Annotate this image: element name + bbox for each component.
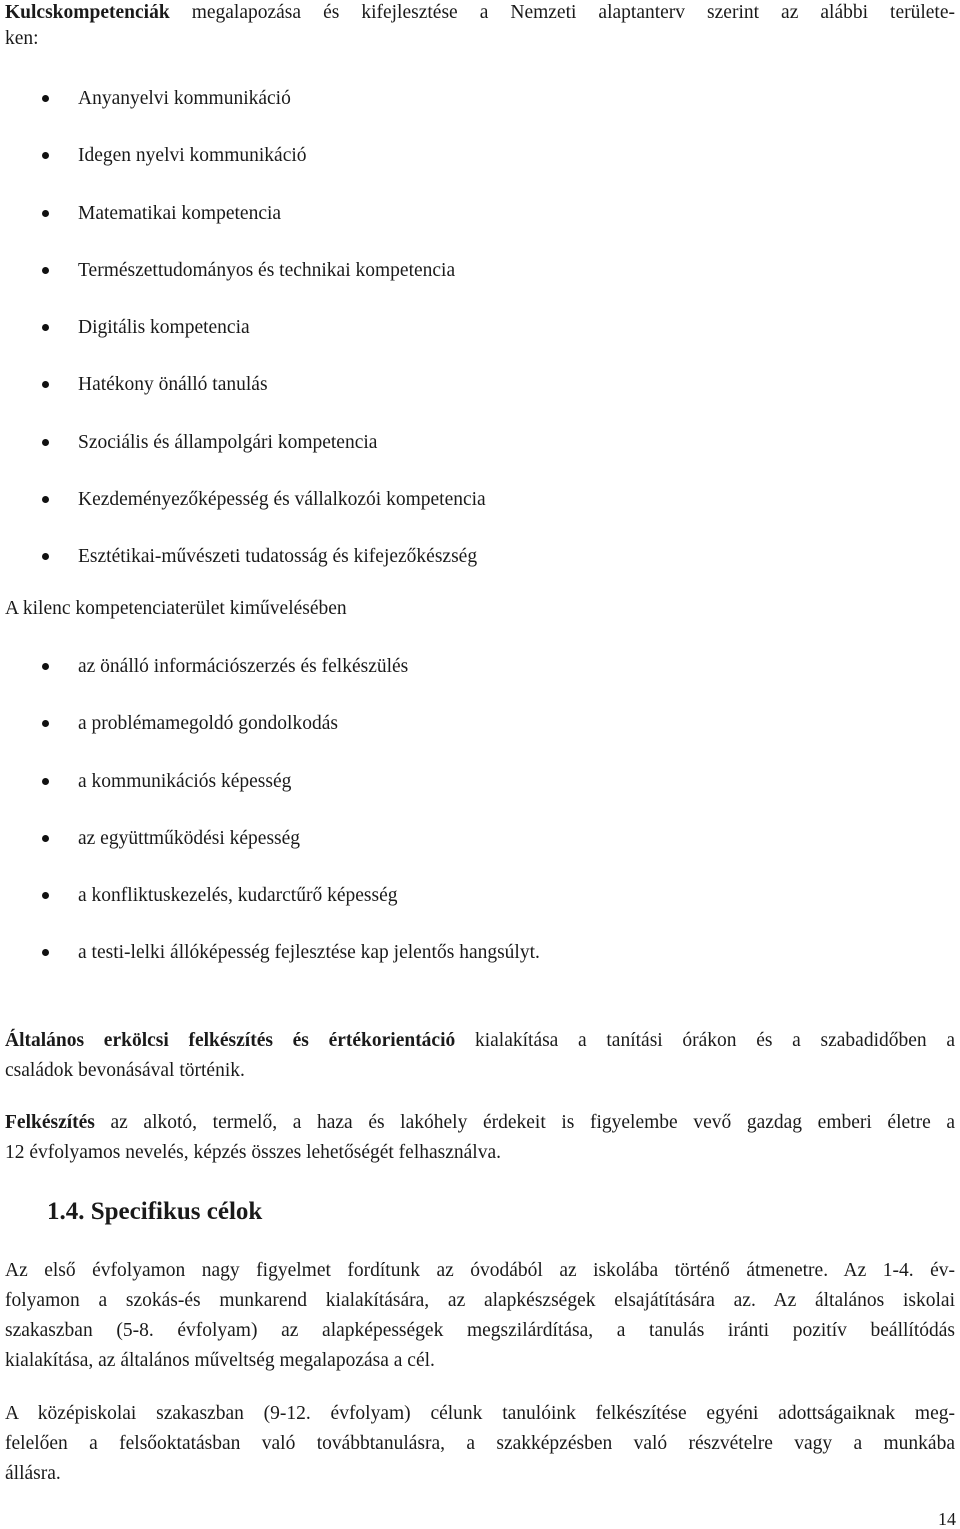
paragraph-line: kialakítása, az általános műveltség megalapozása a cél. <box>5 1350 435 1371</box>
lead-sentence: A kilenc kompetenciaterület kiművelésében <box>5 598 347 619</box>
list-item-text: a kommunikációs képesség <box>78 770 292 792</box>
paragraph-text: kialakítása a tanítási órákon és a szabadidőben a <box>455 1030 956 1051</box>
paragraph-line: 12 évfolyamos nevelés, képzés összes lehetőségét felhasználva. <box>5 1142 501 1163</box>
page-number: 14 <box>938 1509 956 1529</box>
list-item-text: Anyanyelvi kommunikáció <box>78 88 291 109</box>
list-item-text: Esztétikai-művészeti tudatosság és kifejezőkészség <box>78 546 478 568</box>
paragraph-line: családok bevonásával történik. <box>5 1060 245 1081</box>
paragraph-line <box>5 1026 955 1056</box>
list-item <box>5 544 955 601</box>
list-item-text: Szociális és állampolgári kompetencia <box>78 431 378 453</box>
paragraph-line <box>5 1108 955 1138</box>
list-item-text: Idegen nyelvi kommunikáció <box>78 145 307 167</box>
list-item-text: az együttműködési képesség <box>78 827 301 849</box>
paragraph-line: szakaszban (5-8. évfolyam) az alapképességek megszilárdítása, a tanulás iránti pozitív beállítódás <box>5 1320 955 1341</box>
list-item <box>5 826 955 883</box>
list-item-text: Matematikai kompetencia <box>78 202 282 224</box>
bullet-icon <box>42 439 49 446</box>
skills-list <box>5 654 955 998</box>
paragraph-line: állásra. <box>5 1463 61 1484</box>
intro-line-1-text: megalapozása és kifejlesztése a Nemzeti alaptanterv szerint az alábbi területe- <box>169 2 955 23</box>
paragraph-line: Az első évfolyamon nagy figyelmet fordítunk az óvodából az iskolába történő átmenetre. Az 1-4. év- <box>5 1260 955 1281</box>
intro-bold-term: Kulcskompetenciák <box>5 2 170 23</box>
bullet-icon <box>42 892 49 899</box>
list-item <box>5 201 955 258</box>
bold-term: Általános erkölcsi felkészítés és értékorientáció <box>5 1030 456 1051</box>
bullet-icon <box>42 381 49 388</box>
bullet-icon <box>42 720 49 727</box>
competency-list <box>5 86 955 602</box>
list-item <box>5 487 955 544</box>
bullet-icon <box>42 553 49 560</box>
list-item <box>5 654 955 711</box>
moral-education-paragraph <box>5 1026 955 1086</box>
bullet-icon <box>42 496 49 503</box>
secondary-school-paragraph <box>5 1399 955 1489</box>
paragraph-line: folyamon a szokás-és munkarend kialakítására, az alapkészségek elsajátítására az. Az általános iskolai <box>5 1290 955 1311</box>
list-item-text: a problémamegoldó gondolkodás <box>78 713 338 735</box>
list-item-text: a testi-lelki állóképesség fejlesztése kap jelentős hangsúlyt. <box>78 942 540 964</box>
section-heading: 1.4. Specifikus célok <box>47 1198 263 1225</box>
list-item-text: Természettudományos és technikai kompetencia <box>78 259 456 281</box>
intro-line-1 <box>5 0 955 26</box>
list-item <box>5 711 955 768</box>
list-item <box>5 430 955 487</box>
specific-goals-paragraph <box>5 1256 955 1376</box>
list-item-text: Hatékony önálló tanulás <box>78 374 268 396</box>
bullet-icon <box>42 267 49 274</box>
list-item <box>5 769 955 826</box>
paragraph-line: felelően a felsőoktatásban való továbbtanulásra, a szakképzésben való részvételre vagy a munkába <box>5 1433 955 1454</box>
intro-line-2: ken: <box>5 28 39 49</box>
bullet-icon <box>42 663 49 670</box>
bullet-icon <box>42 324 49 331</box>
list-item-text: Digitális kompetencia <box>78 317 250 339</box>
paragraph-line: A középiskolai szakaszban (9-12. évfolyam) célunk tanulóink felkészítése egyéni adottságaiknak meg- <box>5 1403 955 1424</box>
list-item-text: Kezdeményezőképesség és vállalkozói kompetencia <box>78 489 486 511</box>
list-item <box>5 372 955 429</box>
bold-term: Felkészítés <box>5 1112 95 1133</box>
list-item-text: az önálló információszerzés és felkészülés <box>78 656 409 677</box>
intro-paragraph <box>5 0 955 52</box>
bullet-icon <box>42 835 49 842</box>
list-item <box>5 315 955 372</box>
preparation-paragraph <box>5 1108 955 1168</box>
bullet-icon <box>42 949 49 956</box>
bullet-icon <box>42 95 49 102</box>
list-item <box>5 883 955 940</box>
paragraph-text: az alkotó, termelő, a haza és lakóhely érdekeit is figyelembe vevő gazdag emberi életre a <box>94 1112 955 1133</box>
bullet-icon <box>42 152 49 159</box>
list-item-text: a konfliktuskezelés, kudarctűrő képesség <box>78 885 398 907</box>
list-item <box>5 258 955 315</box>
bullet-icon <box>42 778 49 785</box>
list-item <box>5 940 955 997</box>
bullet-icon <box>42 210 49 217</box>
list-item <box>5 86 955 143</box>
list-item <box>5 143 955 200</box>
